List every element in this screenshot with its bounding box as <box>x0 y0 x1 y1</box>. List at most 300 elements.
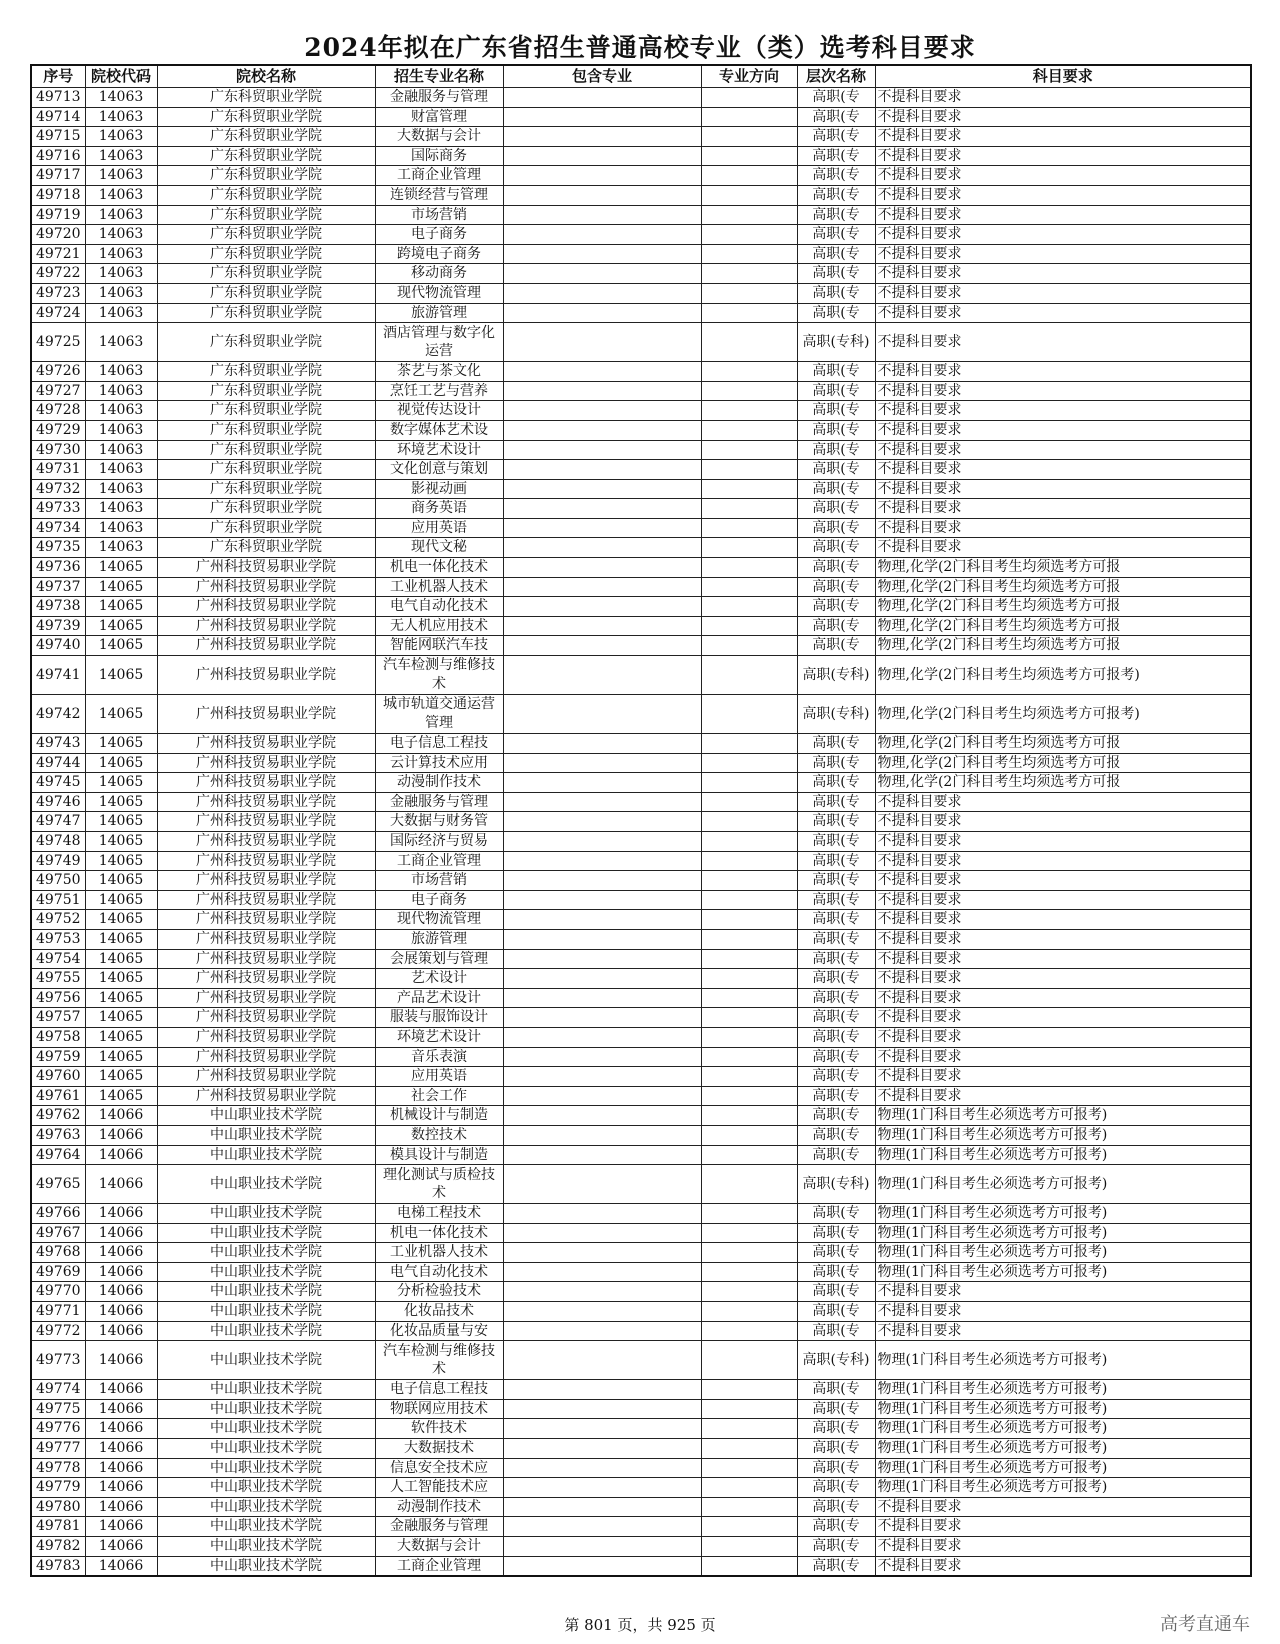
cell-major-direction <box>701 1419 797 1439</box>
table-row <box>31 792 1251 812</box>
cell-major-direction <box>701 695 797 734</box>
cell-school-name: 中山职业技术学院 <box>157 1399 375 1419</box>
cell-subject-requirement: 物理(1门科目考生必须选考方可报考) <box>875 1223 1251 1243</box>
cell-level: 高职(专 <box>797 1439 875 1459</box>
cell-major-direction <box>701 929 797 949</box>
cell-school-name: 广州科技贸易职业学院 <box>157 773 375 793</box>
cell-included-majors <box>503 616 701 636</box>
cell-major-name: 社会工作 <box>375 1086 503 1106</box>
cell-included-majors <box>503 1458 701 1478</box>
cell-school-code: 14066 <box>85 1302 157 1322</box>
cell-major-direction <box>701 538 797 558</box>
cell-level: 高职(专 <box>797 1478 875 1498</box>
cell-subject-requirement: 不提科目要求 <box>875 1302 1251 1322</box>
cell-subject-requirement: 不提科目要求 <box>875 812 1251 832</box>
cell-school-name: 广东科贸职业学院 <box>157 381 375 401</box>
cell-major-direction <box>701 577 797 597</box>
table-row <box>31 440 1251 460</box>
cell-major-name: 旅游管理 <box>375 929 503 949</box>
cell-school-code: 14063 <box>85 283 157 303</box>
cell-school-name: 广州科技贸易职业学院 <box>157 890 375 910</box>
cell-school-code: 14066 <box>85 1145 157 1165</box>
cell-school-code: 14063 <box>85 538 157 558</box>
cell-index: 49755 <box>31 969 85 989</box>
cell-subject-requirement: 物理(1门科目考生必须选考方可报考) <box>875 1243 1251 1263</box>
cell-subject-requirement: 不提科目要求 <box>875 832 1251 852</box>
cell-major-name: 理化测试与质检技术 <box>375 1165 503 1204</box>
cell-included-majors <box>503 1321 701 1341</box>
cell-index: 49772 <box>31 1321 85 1341</box>
cell-subject-requirement: 不提科目要求 <box>875 969 1251 989</box>
table-row <box>31 225 1251 245</box>
cell-school-code: 14063 <box>85 401 157 421</box>
table-row <box>31 1282 1251 1302</box>
cell-index: 49757 <box>31 1008 85 1028</box>
cell-index: 49731 <box>31 460 85 480</box>
cell-included-majors <box>503 1282 701 1302</box>
cell-school-code: 14065 <box>85 969 157 989</box>
cell-included-majors <box>503 264 701 284</box>
cell-major-direction <box>701 734 797 754</box>
cell-major-name: 城市轨道交通运营管理 <box>375 695 503 734</box>
cell-major-name: 化妆品质量与安 <box>375 1321 503 1341</box>
cell-school-code: 14066 <box>85 1125 157 1145</box>
cell-subject-requirement: 物理,化学(2门科目考生均须选考方可报 <box>875 734 1251 754</box>
cell-major-name: 会展策划与管理 <box>375 949 503 969</box>
cell-subject-requirement: 不提科目要求 <box>875 910 1251 930</box>
cell-major-name: 机械设计与制造 <box>375 1106 503 1126</box>
cell-major-direction <box>701 1223 797 1243</box>
table-row <box>31 1165 1251 1204</box>
cell-school-code: 14063 <box>85 166 157 186</box>
cell-subject-requirement: 不提科目要求 <box>875 890 1251 910</box>
cell-subject-requirement: 不提科目要求 <box>875 146 1251 166</box>
cell-major-direction <box>701 1458 797 1478</box>
cell-school-name: 广州科技贸易职业学院 <box>157 734 375 754</box>
table-row <box>31 695 1251 734</box>
cell-school-name: 中山职业技术学院 <box>157 1321 375 1341</box>
cell-included-majors <box>503 812 701 832</box>
cell-major-name: 服装与服饰设计 <box>375 1008 503 1028</box>
table-row <box>31 420 1251 440</box>
cell-index: 49751 <box>31 890 85 910</box>
cell-major-name: 跨境电子商务 <box>375 244 503 264</box>
cell-included-majors <box>503 479 701 499</box>
cell-subject-requirement: 不提科目要求 <box>875 185 1251 205</box>
cell-included-majors <box>503 185 701 205</box>
cell-school-name: 广东科贸职业学院 <box>157 538 375 558</box>
cell-level: 高职(专 <box>797 1282 875 1302</box>
cell-major-name: 人工智能技术应 <box>375 1478 503 1498</box>
header-level: 层次名称 <box>797 65 875 88</box>
cell-school-name: 广州科技贸易职业学院 <box>157 910 375 930</box>
cell-school-code: 14066 <box>85 1458 157 1478</box>
cell-level: 高职(专 <box>797 401 875 421</box>
cell-subject-requirement: 不提科目要求 <box>875 440 1251 460</box>
cell-index: 49743 <box>31 734 85 754</box>
table-row <box>31 1086 1251 1106</box>
cell-level: 高职(专 <box>797 969 875 989</box>
cell-index: 49766 <box>31 1204 85 1224</box>
cell-index: 49769 <box>31 1262 85 1282</box>
cell-school-name: 广东科贸职业学院 <box>157 303 375 323</box>
table-row <box>31 1204 1251 1224</box>
table-row <box>31 1517 1251 1537</box>
cell-school-code: 14065 <box>85 577 157 597</box>
cell-subject-requirement: 物理(1门科目考生必须选考方可报考) <box>875 1165 1251 1204</box>
cell-school-code: 14065 <box>85 597 157 617</box>
cell-level: 高职(专 <box>797 185 875 205</box>
cell-subject-requirement: 物理(1门科目考生必须选考方可报考) <box>875 1262 1251 1282</box>
cell-subject-requirement: 不提科目要求 <box>875 225 1251 245</box>
cell-subject-requirement: 不提科目要求 <box>875 1047 1251 1067</box>
cell-major-name: 茶艺与茶文化 <box>375 362 503 382</box>
table-row <box>31 1321 1251 1341</box>
cell-major-direction <box>701 1537 797 1557</box>
cell-included-majors <box>503 656 701 695</box>
cell-included-majors <box>503 460 701 480</box>
cell-major-direction <box>701 1399 797 1419</box>
cell-major-direction <box>701 832 797 852</box>
cell-major-name: 艺术设计 <box>375 969 503 989</box>
table-row <box>31 577 1251 597</box>
cell-major-name: 市场营销 <box>375 871 503 891</box>
cell-level: 高职(专 <box>797 734 875 754</box>
cell-level: 高职(专 <box>797 1399 875 1419</box>
cell-major-direction <box>701 1439 797 1459</box>
table-row <box>31 323 1251 362</box>
table-row <box>31 1262 1251 1282</box>
cell-included-majors <box>503 851 701 871</box>
cell-school-name: 广东科贸职业学院 <box>157 479 375 499</box>
cell-level: 高职(专 <box>797 832 875 852</box>
header-major-direction: 专业方向 <box>701 65 797 88</box>
cell-school-name: 广东科贸职业学院 <box>157 264 375 284</box>
cell-school-code: 14066 <box>85 1419 157 1439</box>
cell-index: 49749 <box>31 851 85 871</box>
cell-major-name: 连锁经营与管理 <box>375 185 503 205</box>
cell-subject-requirement: 不提科目要求 <box>875 1556 1251 1576</box>
cell-school-code: 14066 <box>85 1223 157 1243</box>
table-row <box>31 166 1251 186</box>
cell-major-name: 动漫制作技术 <box>375 1497 503 1517</box>
cell-major-direction <box>701 1047 797 1067</box>
cell-school-name: 中山职业技术学院 <box>157 1478 375 1498</box>
cell-major-name: 软件技术 <box>375 1419 503 1439</box>
cell-major-direction <box>701 401 797 421</box>
cell-included-majors <box>503 1537 701 1557</box>
cell-level: 高职(专 <box>797 362 875 382</box>
cell-level: 高职(专 <box>797 1204 875 1224</box>
cell-school-code: 14063 <box>85 323 157 362</box>
cell-school-name: 广东科贸职业学院 <box>157 88 375 108</box>
cell-level: 高职(专 <box>797 1086 875 1106</box>
cell-included-majors <box>503 1341 701 1380</box>
cell-index: 49748 <box>31 832 85 852</box>
table-row <box>31 558 1251 578</box>
table-row <box>31 1302 1251 1322</box>
cell-major-direction <box>701 107 797 127</box>
cell-index: 49729 <box>31 420 85 440</box>
table-row <box>31 244 1251 264</box>
cell-school-code: 14065 <box>85 753 157 773</box>
cell-school-code: 14066 <box>85 1204 157 1224</box>
table-row <box>31 929 1251 949</box>
cell-level: 高职(专 <box>797 1537 875 1557</box>
cell-major-name: 大数据与财务管 <box>375 812 503 832</box>
cell-index: 49752 <box>31 910 85 930</box>
cell-subject-requirement: 物理(1门科目考生必须选考方可报考) <box>875 1478 1251 1498</box>
cell-school-name: 广州科技贸易职业学院 <box>157 636 375 656</box>
cell-school-code: 14065 <box>85 890 157 910</box>
cell-major-name: 电子信息工程技 <box>375 734 503 754</box>
cell-school-name: 中山职业技术学院 <box>157 1458 375 1478</box>
cell-major-name: 电梯工程技术 <box>375 1204 503 1224</box>
cell-major-name: 工商企业管理 <box>375 1556 503 1576</box>
cell-level: 高职(专 <box>797 753 875 773</box>
cell-subject-requirement: 不提科目要求 <box>875 107 1251 127</box>
cell-index: 49747 <box>31 812 85 832</box>
cell-included-majors <box>503 225 701 245</box>
cell-index: 49773 <box>31 1341 85 1380</box>
cell-subject-requirement: 物理,化学(2门科目考生均须选考方可报 <box>875 577 1251 597</box>
cell-level: 高职(专 <box>797 1262 875 1282</box>
cell-index: 49761 <box>31 1086 85 1106</box>
cell-major-direction <box>701 1145 797 1165</box>
table-row <box>31 88 1251 108</box>
cell-school-name: 中山职业技术学院 <box>157 1497 375 1517</box>
cell-level: 高职(专 <box>797 303 875 323</box>
cell-major-direction <box>701 1165 797 1204</box>
cell-school-name: 广东科贸职业学院 <box>157 185 375 205</box>
cell-index: 49768 <box>31 1243 85 1263</box>
cell-included-majors <box>503 88 701 108</box>
cell-index: 49730 <box>31 440 85 460</box>
cell-index: 49774 <box>31 1380 85 1400</box>
table-row <box>31 969 1251 989</box>
cell-subject-requirement: 不提科目要求 <box>875 479 1251 499</box>
cell-included-majors <box>503 890 701 910</box>
table-row <box>31 185 1251 205</box>
cell-major-name: 现代物流管理 <box>375 283 503 303</box>
cell-index: 49713 <box>31 88 85 108</box>
table-row <box>31 362 1251 382</box>
cell-school-name: 广东科贸职业学院 <box>157 205 375 225</box>
cell-included-majors <box>503 558 701 578</box>
cell-school-name: 广东科贸职业学院 <box>157 420 375 440</box>
cell-major-direction <box>701 283 797 303</box>
cell-school-name: 广东科贸职业学院 <box>157 244 375 264</box>
cell-major-name: 金融服务与管理 <box>375 1517 503 1537</box>
cell-major-name: 财富管理 <box>375 107 503 127</box>
cell-included-majors <box>503 499 701 519</box>
table-row <box>31 656 1251 695</box>
cell-major-direction <box>701 1204 797 1224</box>
cell-school-code: 14066 <box>85 1537 157 1557</box>
cell-major-direction <box>701 303 797 323</box>
cell-school-code: 14066 <box>85 1380 157 1400</box>
cell-index: 49719 <box>31 205 85 225</box>
brand-watermark: 高考直通车 <box>1160 1614 1250 1635</box>
cell-included-majors <box>503 1223 701 1243</box>
cell-major-direction <box>701 812 797 832</box>
cell-level: 高职(专 <box>797 166 875 186</box>
cell-major-name: 环境艺术设计 <box>375 440 503 460</box>
cell-major-direction <box>701 636 797 656</box>
cell-included-majors <box>503 1556 701 1576</box>
cell-subject-requirement: 不提科目要求 <box>875 499 1251 519</box>
cell-school-code: 14065 <box>85 1008 157 1028</box>
page-title: 2024年拟在广东省招生普通高校专业（类）选考科目要求 <box>304 33 976 62</box>
cell-included-majors <box>503 1145 701 1165</box>
cell-school-code: 14063 <box>85 303 157 323</box>
cell-school-name: 中山职业技术学院 <box>157 1302 375 1322</box>
cell-level: 高职(专 <box>797 225 875 245</box>
cell-major-name: 工业机器人技术 <box>375 1243 503 1263</box>
cell-index: 49770 <box>31 1282 85 1302</box>
cell-index: 49738 <box>31 597 85 617</box>
table-row <box>31 1419 1251 1439</box>
cell-school-code: 14063 <box>85 185 157 205</box>
table-row <box>31 538 1251 558</box>
cell-major-direction <box>701 558 797 578</box>
cell-major-name: 工商企业管理 <box>375 851 503 871</box>
cell-major-name: 文化创意与策划 <box>375 460 503 480</box>
cell-major-name: 无人机应用技术 <box>375 616 503 636</box>
cell-level: 高职(专 <box>797 127 875 147</box>
cell-subject-requirement: 不提科目要求 <box>875 244 1251 264</box>
cell-level: 高职(专 <box>797 1145 875 1165</box>
cell-major-name: 智能网联汽车技 <box>375 636 503 656</box>
cell-major-name: 金融服务与管理 <box>375 88 503 108</box>
cell-school-code: 14063 <box>85 518 157 538</box>
cell-subject-requirement: 不提科目要求 <box>875 1008 1251 1028</box>
cell-school-name: 广州科技贸易职业学院 <box>157 871 375 891</box>
cell-included-majors <box>503 420 701 440</box>
table-row <box>31 1537 1251 1557</box>
cell-school-code: 14065 <box>85 616 157 636</box>
cell-subject-requirement: 物理,化学(2门科目考生均须选考方可报 <box>875 773 1251 793</box>
cell-subject-requirement: 物理(1门科目考生必须选考方可报考) <box>875 1125 1251 1145</box>
cell-school-name: 广州科技贸易职业学院 <box>157 929 375 949</box>
cell-level: 高职(专 <box>797 1047 875 1067</box>
cell-index: 49714 <box>31 107 85 127</box>
cell-school-name: 广州科技贸易职业学院 <box>157 616 375 636</box>
cell-school-name: 中山职业技术学院 <box>157 1556 375 1576</box>
cell-included-majors <box>503 949 701 969</box>
table-row <box>31 871 1251 891</box>
cell-school-name: 广州科技贸易职业学院 <box>157 792 375 812</box>
cell-major-name: 音乐表演 <box>375 1047 503 1067</box>
cell-index: 49737 <box>31 577 85 597</box>
cell-subject-requirement: 物理(1门科目考生必须选考方可报考) <box>875 1458 1251 1478</box>
cell-major-direction <box>701 381 797 401</box>
cell-index: 49776 <box>31 1419 85 1439</box>
table-row <box>31 479 1251 499</box>
cell-school-code: 14066 <box>85 1282 157 1302</box>
cell-major-direction <box>701 851 797 871</box>
cell-included-majors <box>503 1086 701 1106</box>
cell-school-name: 广州科技贸易职业学院 <box>157 1047 375 1067</box>
cell-major-name: 大数据与会计 <box>375 127 503 147</box>
cell-school-code: 14066 <box>85 1497 157 1517</box>
cell-school-name: 广州科技贸易职业学院 <box>157 1067 375 1087</box>
cell-included-majors <box>503 792 701 812</box>
cell-school-code: 14065 <box>85 773 157 793</box>
cell-school-code: 14065 <box>85 1086 157 1106</box>
cell-subject-requirement: 不提科目要求 <box>875 362 1251 382</box>
cell-included-majors <box>503 127 701 147</box>
cell-school-name: 广州科技贸易职业学院 <box>157 753 375 773</box>
cell-index: 49764 <box>31 1145 85 1165</box>
cell-school-name: 广东科贸职业学院 <box>157 127 375 147</box>
cell-major-name: 商务英语 <box>375 499 503 519</box>
cell-school-code: 14065 <box>85 1067 157 1087</box>
cell-level: 高职(专 <box>797 88 875 108</box>
cell-school-code: 14063 <box>85 499 157 519</box>
cell-included-majors <box>503 1478 701 1498</box>
cell-subject-requirement: 不提科目要求 <box>875 929 1251 949</box>
cell-school-code: 14066 <box>85 1243 157 1263</box>
cell-major-direction <box>701 225 797 245</box>
cell-school-name: 中山职业技术学院 <box>157 1106 375 1126</box>
cell-index: 49726 <box>31 362 85 382</box>
cell-subject-requirement: 不提科目要求 <box>875 401 1251 421</box>
cell-level: 高职(专 <box>797 1321 875 1341</box>
cell-level: 高职(专 <box>797 460 875 480</box>
cell-included-majors <box>503 1262 701 1282</box>
table-row <box>31 1243 1251 1263</box>
table-row <box>31 1106 1251 1126</box>
cell-included-majors <box>503 695 701 734</box>
cell-school-code: 14065 <box>85 656 157 695</box>
table-row <box>31 734 1251 754</box>
cell-level: 高职(专科) <box>797 323 875 362</box>
cell-school-code: 14066 <box>85 1165 157 1204</box>
cell-level: 高职(专 <box>797 871 875 891</box>
table-row <box>31 1458 1251 1478</box>
cell-level: 高职(专 <box>797 597 875 617</box>
table-row <box>31 832 1251 852</box>
cell-level: 高职(专 <box>797 440 875 460</box>
cell-index: 49742 <box>31 695 85 734</box>
cell-subject-requirement: 物理(1门科目考生必须选考方可报考) <box>875 1204 1251 1224</box>
cell-school-name: 中山职业技术学院 <box>157 1341 375 1380</box>
table-row <box>31 460 1251 480</box>
cell-included-majors <box>503 1399 701 1419</box>
cell-major-name: 现代文秘 <box>375 538 503 558</box>
cell-included-majors <box>503 1302 701 1322</box>
cell-index: 49728 <box>31 401 85 421</box>
cell-school-code: 14065 <box>85 988 157 1008</box>
cell-subject-requirement: 不提科目要求 <box>875 460 1251 480</box>
cell-subject-requirement: 不提科目要求 <box>875 283 1251 303</box>
cell-school-name: 中山职业技术学院 <box>157 1439 375 1459</box>
cell-school-name: 中山职业技术学院 <box>157 1282 375 1302</box>
cell-included-majors <box>503 1027 701 1047</box>
cell-major-direction <box>701 1380 797 1400</box>
cell-school-name: 中山职业技术学院 <box>157 1380 375 1400</box>
cell-level: 高职(专 <box>797 1380 875 1400</box>
cell-included-majors <box>503 1243 701 1263</box>
cell-level: 高职(专 <box>797 558 875 578</box>
cell-index: 49722 <box>31 264 85 284</box>
cell-subject-requirement: 不提科目要求 <box>875 323 1251 362</box>
cell-major-direction <box>701 1478 797 1498</box>
cell-school-code: 14066 <box>85 1399 157 1419</box>
cell-included-majors <box>503 303 701 323</box>
cell-school-name: 广东科贸职业学院 <box>157 440 375 460</box>
